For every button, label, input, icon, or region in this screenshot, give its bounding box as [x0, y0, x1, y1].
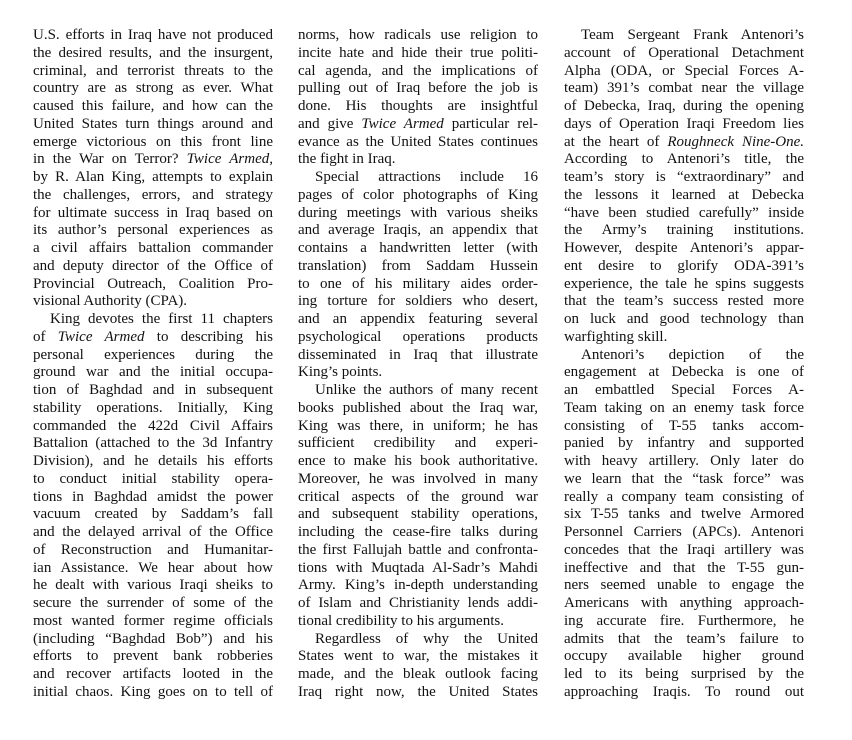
text-line: by R. Alan King, attempts to explain — [33, 169, 273, 185]
text-line: Americans with anything approach- — [564, 595, 804, 611]
text-line: visional Authority (CPA). — [33, 293, 188, 310]
text-line: approaching Iraqis. To round out — [564, 683, 804, 700]
text-line: sufficient credibility and experi- — [298, 435, 538, 452]
text-line: norms, how radicals use religion to — [298, 27, 538, 43]
text-line: Alpha (ODA, or Special Forces A- — [564, 62, 804, 79]
text-line: its author’s personal experiences as — [33, 222, 273, 239]
text-line: ineffective and that the T-55 gun- — [564, 559, 804, 576]
italic-title: Twice Armed — [57, 328, 145, 345]
paragraph — [298, 382, 538, 631]
text-line: made, and the bleak outlook facing — [298, 666, 538, 682]
text-line: consisting of T-55 tanks accom- — [564, 417, 804, 434]
text-line: ian Assistance. We hear about how — [33, 559, 273, 576]
text-line: disseminated in Iraq that illustrate — [298, 346, 538, 363]
text-line: the challenges, errors, and strategy — [33, 186, 273, 203]
text-line: the lessons it learned at Debecka — [564, 186, 804, 203]
text-line: and subsequent stability operations, — [298, 506, 538, 523]
text-line: at the heart of Roughneck Nine-One. — [564, 133, 805, 150]
paragraph — [298, 631, 538, 702]
text-line: Iraq right now, the United States — [298, 683, 538, 700]
text-line: Division), and he details his efforts — [33, 453, 273, 469]
text-line: emerge victorious on this front line — [33, 133, 273, 150]
text-line: However, despite Antenori’s appar- — [564, 240, 804, 256]
text-line: Personnel Carriers (APCs). Antenori — [564, 524, 804, 540]
text-line: (including “Baghdad Bob”) and his — [33, 630, 273, 647]
paragraph — [298, 27, 538, 169]
text-line: King was there, in uniform; he has — [298, 417, 538, 434]
text-line: critical aspects of the ground war — [298, 488, 538, 505]
text-column-3 — [564, 27, 804, 702]
text-line: in the War on Terror? Twice Armed, — [33, 151, 273, 168]
text-line: books published about the Iraq war, — [298, 399, 538, 416]
text-line: personal experiences during the — [33, 346, 273, 363]
text-line: to conduct initial stability opera- — [33, 470, 273, 487]
text-line: translation) from Saddam Hussein — [298, 257, 538, 274]
text-line: days of Operation Iraqi Freedom lies — [564, 115, 804, 132]
text-line: Army. King’s in-depth understanding — [298, 577, 538, 594]
text-line: Antenori’s depiction of the — [581, 346, 804, 363]
text-line: tions in Baghdad amidst the power — [33, 488, 273, 505]
text-line: ners seemed unable to engage the — [564, 577, 804, 594]
text-line: psychological operations products — [298, 328, 538, 345]
text-line: most wanted former regime officials — [33, 612, 273, 629]
text-line: ing accurate fire. Furthermore, he — [564, 612, 804, 629]
text-line: concedes that the Iraqi artillery was — [564, 541, 804, 558]
paragraph — [298, 169, 538, 382]
text-line: with heavy artillery. Only later do — [564, 453, 804, 469]
text-line: led to its being surprised by the — [564, 666, 804, 682]
text-line: ent desire to glorify ODA-391’s — [564, 257, 804, 274]
text-line: According to Antenori’s title, the — [564, 151, 804, 168]
text-line: initial chaos. King goes on to tell of — [33, 683, 273, 700]
text-line: efforts to prevent bank robberies — [33, 648, 273, 665]
text-line: incite hate and hide their true politi- — [298, 44, 538, 61]
italic-title: Twice Armed — [361, 115, 444, 132]
text-line: he dealt with various Iraqi sheiks to — [33, 577, 273, 594]
paragraph — [564, 347, 804, 702]
text-line: team) 391’s combat near the village — [564, 80, 804, 97]
text-line: the fight in Iraq. — [298, 151, 396, 168]
text-line: “have been studied carefully” inside — [564, 204, 804, 221]
text-line: King’s points. — [298, 364, 383, 381]
text-line: really a company team consisting of — [564, 488, 804, 505]
text-line: a civil affairs battalion commander — [33, 240, 273, 256]
text-line: pages of color photographs of King — [298, 186, 538, 203]
text-line: Moreover, he was involved in many — [298, 470, 538, 487]
text-line: Battalion (attached to the 3d Infantry — [33, 435, 273, 452]
text-line: an embattled Special Forces A- — [564, 382, 804, 398]
text-line: on luck and good technology than — [564, 311, 804, 327]
text-line: including the cease-fire talks during — [298, 524, 538, 540]
text-line: six T-55 tanks and twelve Armored — [564, 506, 804, 523]
text-line: criminal, and terrorist threats to the — [33, 62, 273, 79]
text-line: occupy available higher ground — [564, 648, 804, 665]
text-line: secure the surrender of some of the — [33, 595, 273, 611]
text-line: caused this failure, and how can the — [33, 98, 273, 114]
text-line: that the team’s success rested more — [564, 293, 804, 310]
text-line: evance as the United States continues — [298, 133, 538, 150]
text-line: Team taking on an enemy task force — [564, 399, 804, 416]
text-line: and deputy director of the Office of — [33, 257, 273, 274]
text-line: the desired results, and the insurgent, — [33, 44, 273, 61]
paragraph — [33, 27, 273, 311]
text-line: King devotes the first 11 chapters — [50, 311, 273, 327]
text-line: panied by infantry and supported — [564, 435, 804, 452]
text-line: tional credibility to his arguments. — [298, 612, 504, 629]
text-line: warfighting skill. — [564, 328, 668, 345]
text-line: Unlike the authors of many recent — [315, 382, 538, 398]
text-line: Special attractions include 16 — [315, 169, 538, 185]
text-line: we learn that the “task force” was — [564, 470, 804, 487]
text-line: pulling out of Iraq before the job is — [298, 80, 538, 97]
text-line: of Reconstruction and Humanitar- — [33, 541, 273, 558]
text-line: admits that the team’s failure to — [564, 630, 804, 647]
text-line: done. His thoughts are insightful — [298, 98, 538, 114]
text-line: and the delayed arrival of the Office — [33, 524, 273, 540]
text-line: Regardless of why the United — [315, 630, 538, 647]
text-line: ence to make his book authoritative. — [298, 453, 538, 469]
paragraph — [33, 311, 273, 702]
text-line: for ultimate success in Iraq based on — [33, 204, 273, 221]
text-line: to one of his military aides order- — [298, 275, 538, 292]
paragraph — [564, 27, 804, 347]
text-line: contains a handwritten letter (with — [298, 240, 538, 256]
text-column-1 — [33, 27, 273, 702]
text-line: States went to war, the mistakes it — [298, 648, 538, 665]
text-line: Team Sergeant Frank Antenori’s — [581, 27, 804, 43]
text-line: tion of Baghdad and in subsequent — [33, 382, 273, 398]
text-line: and recover artifacts looted in the — [33, 666, 273, 682]
text-line: country are as strong as ever. What — [33, 80, 273, 97]
text-line: account of Operational Detachment — [564, 44, 804, 61]
text-line: U.S. efforts in Iraq have not produced — [33, 27, 273, 43]
text-line: cal agenda, and the implications of — [298, 62, 538, 79]
text-line: and give Twice Armed particular rel- — [298, 115, 539, 132]
text-line: and average Iraqis, an appendix that — [298, 222, 538, 239]
text-line: ing torture for soldiers who desert, — [298, 293, 538, 310]
text-line: tions with Muqtada Al-Sadr’s Mahdi — [298, 559, 538, 576]
italic-title: Roughneck Nine-One. — [667, 133, 805, 150]
italic-title: Twice Armed, — [186, 151, 273, 168]
text-line: ground war and the initial occupa- — [33, 364, 273, 381]
text-line: the first Fallujah battle and confronta- — [298, 541, 538, 558]
text-line: of Debecka, Iraq, during the opening — [564, 98, 804, 114]
text-line: of Twice Armed to describing his — [33, 328, 273, 345]
text-line: vacuum created by Saddam’s fall — [33, 506, 273, 523]
text-line: United States turn things around and — [33, 115, 273, 132]
text-line: commanded the 422d Civil Affairs — [33, 417, 273, 434]
text-line: and an appendix featuring several — [298, 311, 538, 327]
text-line: during meetings with various sheiks — [298, 204, 538, 221]
text-line: engagement at Debecka is one of — [564, 364, 804, 381]
text-line: of Islam and Christianity lends addi- — [298, 595, 538, 611]
text-line: experience, the tale he spins suggests — [564, 275, 804, 292]
text-line: team’s story is “extraordinary” and — [564, 169, 804, 185]
text-line: stability operations. Initially, King — [33, 399, 273, 416]
text-line: Provincial Outreach, Coalition Pro- — [33, 275, 273, 292]
text-column-2 — [298, 27, 538, 702]
text-line: the Army’s training institutions. — [564, 222, 804, 239]
